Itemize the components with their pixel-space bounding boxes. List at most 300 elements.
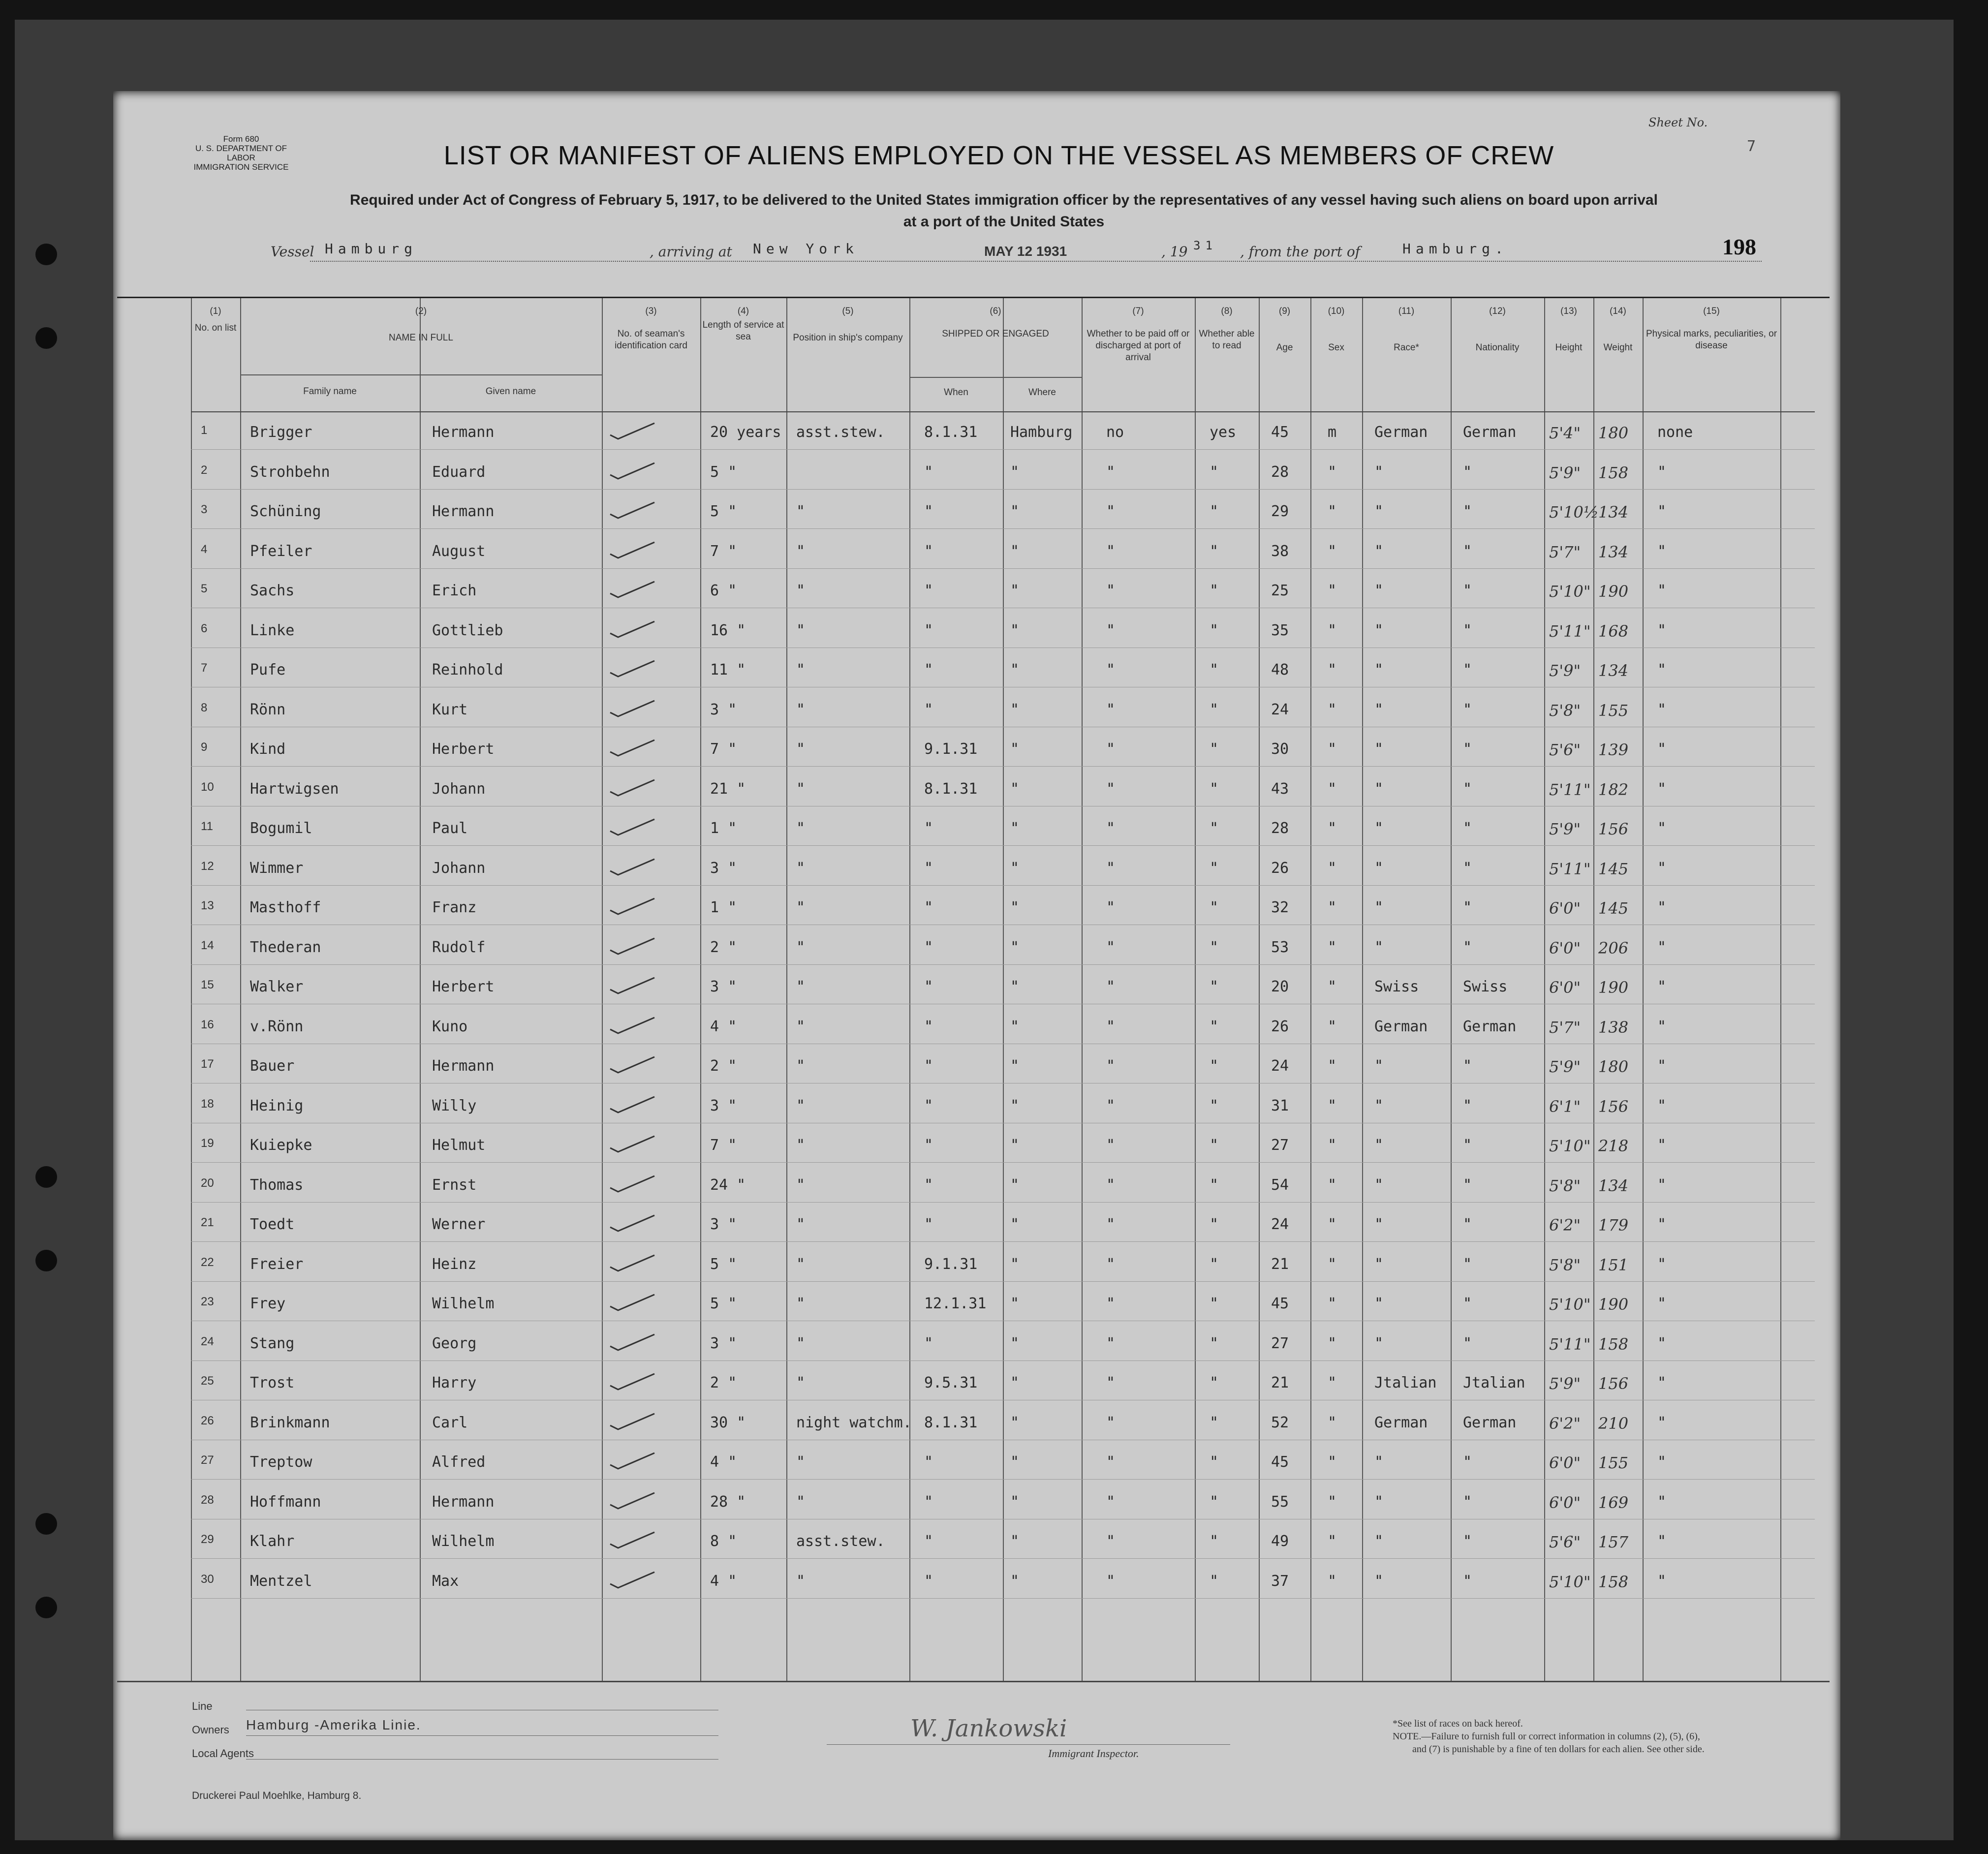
- nationality: ": [1463, 701, 1472, 718]
- col-divider: [240, 298, 241, 1681]
- sex: ": [1328, 780, 1337, 798]
- shipped-when: ": [924, 1334, 933, 1352]
- paid-off: ": [1106, 741, 1116, 758]
- physical-marks: ": [1657, 1374, 1667, 1391]
- shipped-when: ": [924, 542, 933, 560]
- race: ": [1374, 1216, 1384, 1233]
- age: 31: [1271, 1097, 1289, 1114]
- given-name: Herbert: [432, 978, 495, 995]
- header-given-name: Given name: [485, 386, 536, 397]
- physical-marks: ": [1657, 1057, 1667, 1075]
- sex: ": [1328, 463, 1337, 481]
- physical-marks: ": [1657, 938, 1667, 956]
- family-name: Brinkmann: [250, 1414, 330, 1431]
- row-rule: [191, 766, 1815, 767]
- row-number: 1: [201, 424, 208, 437]
- length-of-service: 21 ": [710, 780, 746, 798]
- paid-off: ": [1106, 1414, 1116, 1431]
- nationality: ": [1463, 661, 1472, 679]
- length-of-service: 4 ": [710, 1453, 737, 1471]
- age: 43: [1271, 780, 1289, 798]
- physical-marks: ": [1657, 820, 1667, 837]
- paid-off: ": [1106, 1057, 1116, 1075]
- age: 28: [1271, 463, 1289, 481]
- family-name: Thomas: [250, 1176, 304, 1194]
- header-col2: (2) NAME IN FULL: [389, 306, 453, 343]
- sex: ": [1328, 1334, 1337, 1352]
- line-label: Line: [192, 1700, 213, 1712]
- height: 5'4": [1549, 424, 1581, 442]
- shipped-when: ": [924, 701, 933, 718]
- col-divider: [1195, 298, 1196, 1681]
- physical-marks: ": [1657, 582, 1667, 599]
- length-of-service: 1 ": [710, 899, 737, 916]
- given-name: Johann: [432, 780, 486, 798]
- family-name: Stang: [250, 1334, 295, 1352]
- col-divider: [1003, 298, 1004, 1681]
- binder-hole: [35, 1250, 57, 1271]
- able-to-read: ": [1210, 1453, 1219, 1471]
- race: ": [1374, 938, 1384, 956]
- nationality: ": [1463, 820, 1472, 837]
- row-number: 23: [201, 1295, 214, 1308]
- weight: 168: [1598, 621, 1629, 641]
- weight: 158: [1598, 463, 1629, 482]
- age: 26: [1271, 859, 1289, 877]
- height: 6'1": [1549, 1097, 1581, 1116]
- age: 26: [1271, 1018, 1289, 1035]
- paid-off: ": [1106, 621, 1116, 639]
- shipped-when: ": [924, 1533, 933, 1550]
- length-of-service: 3 ": [710, 1216, 737, 1233]
- shipped-when: ": [924, 1453, 933, 1471]
- age: 28: [1271, 820, 1289, 837]
- length-of-service: 30 ": [710, 1414, 746, 1431]
- weight: 218: [1598, 1137, 1629, 1155]
- family-name: Kind: [250, 741, 286, 758]
- race: ": [1374, 1572, 1384, 1590]
- signature-rule: [827, 1744, 1230, 1745]
- paid-off: ": [1106, 1018, 1116, 1035]
- nationality: ": [1463, 938, 1472, 956]
- race: German: [1374, 1414, 1428, 1431]
- row-rule: [191, 568, 1815, 569]
- shipped-where: ": [1010, 1414, 1020, 1431]
- sex: ": [1328, 1374, 1337, 1391]
- binder-hole: [35, 244, 57, 265]
- height: 5'8": [1549, 1176, 1581, 1195]
- weight: 134: [1598, 542, 1629, 561]
- given-name: Hermann: [432, 424, 495, 441]
- shipped-when: ": [924, 899, 933, 916]
- position: ": [796, 978, 806, 995]
- physical-marks: ": [1657, 661, 1667, 679]
- sex: ": [1328, 1255, 1337, 1273]
- family-name: v.Rönn: [250, 1018, 304, 1035]
- race: ": [1374, 780, 1384, 798]
- family-name: Treptow: [250, 1453, 312, 1471]
- height: 5'10": [1549, 1137, 1591, 1155]
- shipped-when: 9.5.31: [924, 1374, 978, 1391]
- paid-off: ": [1106, 1097, 1116, 1114]
- check-mark-icon: [609, 1174, 656, 1194]
- check-mark-icon: [609, 540, 656, 560]
- header-col12: (12) Nationality: [1475, 306, 1520, 353]
- given-name: Max: [432, 1572, 459, 1590]
- race: ": [1374, 701, 1384, 718]
- check-mark-icon: [609, 817, 656, 837]
- age: 37: [1271, 1572, 1289, 1590]
- weight: 138: [1598, 1018, 1629, 1037]
- weight: 210: [1598, 1414, 1629, 1433]
- position: ": [796, 1374, 806, 1391]
- length-of-service: 6 ": [710, 582, 737, 599]
- given-name: Werner: [432, 1216, 486, 1233]
- nationality: ": [1463, 1572, 1472, 1590]
- length-of-service: 11 ": [710, 661, 746, 679]
- family-name: Schüning: [250, 503, 321, 520]
- able-to-read: ": [1210, 899, 1219, 916]
- nationality: ": [1463, 1453, 1472, 1471]
- length-of-service: 5 ": [710, 1255, 737, 1273]
- position: ": [796, 1255, 806, 1273]
- age: 21: [1271, 1255, 1289, 1273]
- length-of-service: 3 ": [710, 701, 737, 718]
- position: ": [796, 859, 806, 877]
- physical-marks: ": [1657, 701, 1667, 718]
- shipped-when: ": [924, 1176, 933, 1194]
- position: ": [796, 1176, 806, 1194]
- able-to-read: ": [1210, 1295, 1219, 1312]
- length-of-service: 28 ": [710, 1493, 746, 1511]
- year-suffix: 31: [1193, 239, 1217, 252]
- row-number: 28: [201, 1493, 214, 1507]
- height: 5'9": [1549, 1374, 1581, 1393]
- physical-marks: ": [1657, 1572, 1667, 1590]
- nationality: ": [1463, 621, 1472, 639]
- sex: ": [1328, 1533, 1337, 1550]
- paid-off: no: [1106, 424, 1124, 441]
- race: ": [1374, 741, 1384, 758]
- able-to-read: ": [1210, 1414, 1219, 1431]
- check-mark-icon: [609, 1332, 656, 1352]
- subtitle-line2: at a port of the United States: [903, 214, 1105, 230]
- shipped-where: ": [1010, 859, 1020, 877]
- header-when: When: [944, 387, 968, 398]
- family-name: Pfeiler: [250, 542, 312, 560]
- age: 25: [1271, 582, 1289, 599]
- paid-off: ": [1106, 661, 1116, 679]
- col-divider: [1082, 298, 1083, 1681]
- able-to-read: ": [1210, 1374, 1219, 1391]
- local-agents-label: Local Agents: [192, 1747, 254, 1760]
- sex: ": [1328, 859, 1337, 877]
- check-mark-icon: [609, 461, 656, 481]
- height: 6'0": [1549, 1493, 1581, 1512]
- col-divider: [602, 298, 603, 1681]
- check-mark-icon: [609, 936, 656, 956]
- paid-off: ": [1106, 1216, 1116, 1233]
- family-name: Walker: [250, 978, 304, 995]
- col-divider: [1544, 298, 1545, 1681]
- position: ": [796, 503, 806, 520]
- race: ": [1374, 1097, 1384, 1114]
- height: 5'11": [1549, 780, 1591, 799]
- age: 55: [1271, 1493, 1289, 1511]
- able-to-read: ": [1210, 1533, 1219, 1550]
- position: ": [796, 1216, 806, 1233]
- page-title: LIST OR MANIFEST OF ALIENS EMPLOYED ON THE VESSEL AS MEMBERS OF CREW: [443, 141, 1554, 170]
- binder-hole: [35, 1597, 57, 1618]
- nationality: ": [1463, 859, 1472, 877]
- given-name: Georg: [432, 1334, 477, 1352]
- row-number: 6: [201, 621, 208, 635]
- row-number: 19: [201, 1137, 214, 1150]
- weight: 134: [1598, 503, 1629, 522]
- weight: 158: [1598, 1334, 1629, 1354]
- shipped-when: ": [924, 938, 933, 956]
- sex: ": [1328, 1018, 1337, 1035]
- age: 32: [1271, 899, 1289, 916]
- race: ": [1374, 463, 1384, 481]
- family-name: Pufe: [250, 661, 286, 679]
- physical-marks: ": [1657, 1176, 1667, 1194]
- paid-off: ": [1106, 463, 1116, 481]
- race: ": [1374, 1295, 1384, 1312]
- age: 45: [1271, 424, 1289, 441]
- nationality: ": [1463, 542, 1472, 560]
- binder-hole: [35, 327, 57, 349]
- physical-marks: ": [1657, 1216, 1667, 1233]
- row-number: 2: [201, 463, 208, 477]
- shipped-where: ": [1010, 1097, 1020, 1114]
- weight: 156: [1598, 1097, 1629, 1116]
- height: 6'0": [1549, 978, 1581, 997]
- age: 48: [1271, 661, 1289, 679]
- position: ": [796, 1572, 806, 1590]
- paid-off: ": [1106, 938, 1116, 956]
- family-name: Hartwigsen: [250, 780, 339, 798]
- paid-off: ": [1106, 820, 1116, 837]
- given-name: Erich: [432, 582, 477, 599]
- physical-marks: ": [1657, 1533, 1667, 1550]
- shipped-when: ": [924, 1097, 933, 1114]
- able-to-read: ": [1210, 978, 1219, 995]
- given-name: Gottlieb: [432, 621, 503, 639]
- col-divider: [700, 298, 701, 1681]
- sex: ": [1328, 1572, 1337, 1590]
- weight: 180: [1598, 1057, 1629, 1076]
- weight: 151: [1598, 1255, 1629, 1274]
- height: 5'9": [1549, 1057, 1581, 1076]
- weight: 180: [1598, 424, 1629, 442]
- family-name: Trost: [250, 1374, 295, 1391]
- shipped-when: ": [924, 463, 933, 481]
- race: ": [1374, 1255, 1384, 1273]
- shipped-when: ": [924, 1018, 933, 1035]
- sex: ": [1328, 1453, 1337, 1471]
- length-of-service: 2 ": [710, 938, 737, 956]
- length-of-service: 2 ": [710, 1374, 737, 1391]
- sex: ": [1328, 1097, 1337, 1114]
- height: 6'0": [1549, 899, 1581, 918]
- header-col8: (8) Whether able to read: [1199, 306, 1255, 351]
- race: ": [1374, 899, 1384, 916]
- physical-marks: ": [1657, 1255, 1667, 1273]
- able-to-read: ": [1210, 741, 1219, 758]
- given-name: Herbert: [432, 741, 495, 758]
- sex: ": [1328, 661, 1337, 679]
- race: Swiss: [1374, 978, 1419, 995]
- col-divider: [1643, 298, 1644, 1681]
- position: ": [796, 701, 806, 718]
- height: 6'0": [1549, 938, 1581, 958]
- paid-off: ": [1106, 542, 1116, 560]
- row-rule: [191, 1281, 1815, 1282]
- row-number: 7: [201, 661, 208, 675]
- weight: 206: [1598, 938, 1629, 958]
- check-mark-icon: [609, 1372, 656, 1391]
- family-name: Frey: [250, 1295, 286, 1312]
- shipped-where: ": [1010, 463, 1020, 481]
- nationality: Jtalian: [1463, 1374, 1525, 1391]
- height: 5'6": [1549, 741, 1581, 759]
- able-to-read: ": [1210, 1097, 1219, 1114]
- vessel-name: Hamburg: [325, 241, 418, 257]
- height: 5'6": [1549, 1533, 1581, 1551]
- col-divider: [786, 298, 787, 1681]
- weight: 190: [1598, 1295, 1629, 1314]
- physical-marks: ": [1657, 1414, 1667, 1431]
- position: ": [796, 621, 806, 639]
- row-number: 21: [201, 1216, 214, 1229]
- length-of-service: 5 ": [710, 1295, 737, 1312]
- age: 24: [1271, 701, 1289, 718]
- nationality: ": [1463, 1097, 1472, 1114]
- sex: ": [1328, 1176, 1337, 1194]
- physical-marks: ": [1657, 1097, 1667, 1114]
- row-number: 24: [201, 1334, 214, 1348]
- paid-off: ": [1106, 1453, 1116, 1471]
- length-of-service: 8 ": [710, 1533, 737, 1550]
- check-mark-icon: [609, 1491, 656, 1511]
- length-of-service: 3 ": [710, 978, 737, 995]
- able-to-read: ": [1210, 621, 1219, 639]
- weight: 169: [1598, 1493, 1629, 1512]
- family-name: Masthoff: [250, 899, 321, 916]
- nationality: ": [1463, 1255, 1472, 1273]
- given-name: Willy: [432, 1097, 477, 1114]
- shipped-where: ": [1010, 1533, 1020, 1550]
- race: German: [1374, 1018, 1428, 1035]
- age: 27: [1271, 1334, 1289, 1352]
- physical-marks: ": [1657, 741, 1667, 758]
- weight: 157: [1598, 1533, 1629, 1551]
- shipped-where: ": [1010, 978, 1020, 995]
- able-to-read: ": [1210, 938, 1219, 956]
- length-of-service: 24 ": [710, 1176, 746, 1194]
- inspector-signature: W. Jankowski: [910, 1715, 1067, 1742]
- paid-off: ": [1106, 1295, 1116, 1312]
- check-mark-icon: [609, 1134, 656, 1154]
- able-to-read: ": [1210, 701, 1219, 718]
- position: ": [796, 1057, 806, 1075]
- nationality: ": [1463, 582, 1472, 599]
- check-mark-icon: [609, 778, 656, 798]
- position: ": [796, 1334, 806, 1352]
- paid-off: ": [1106, 701, 1116, 718]
- physical-marks: ": [1657, 859, 1667, 877]
- position: ": [796, 1018, 806, 1035]
- nationality: ": [1463, 899, 1472, 916]
- given-name: Hermann: [432, 503, 495, 520]
- age: 24: [1271, 1057, 1289, 1075]
- shipped-when: ": [924, 503, 933, 520]
- shipped-where: ": [1010, 661, 1020, 679]
- given-name: Hermann: [432, 1493, 495, 1511]
- race: ": [1374, 661, 1384, 679]
- weight: 182: [1598, 780, 1629, 799]
- family-name: Sachs: [250, 582, 295, 599]
- header-col13: (13) Height: [1555, 306, 1583, 353]
- row-number: 30: [201, 1572, 214, 1586]
- height: 5'9": [1549, 820, 1581, 838]
- race: ": [1374, 859, 1384, 877]
- row-rule: [191, 1558, 1815, 1559]
- length-of-service: 16 ": [710, 621, 746, 639]
- paid-off: ": [1106, 780, 1116, 798]
- given-name: Ernst: [432, 1176, 477, 1194]
- sex: ": [1328, 820, 1337, 837]
- age: 35: [1271, 621, 1289, 639]
- length-of-service: 7 ": [710, 741, 737, 758]
- family-name: Bauer: [250, 1057, 295, 1075]
- nationality: ": [1463, 503, 1472, 520]
- position: asst.stew.: [796, 424, 885, 441]
- race: ": [1374, 1176, 1384, 1194]
- able-to-read: yes: [1210, 424, 1237, 441]
- physical-marks: ": [1657, 503, 1667, 520]
- position: ": [796, 780, 806, 798]
- length-of-service: 4 ": [710, 1018, 737, 1035]
- age: 38: [1271, 542, 1289, 560]
- row-number: 8: [201, 701, 208, 714]
- height: 6'2": [1549, 1414, 1581, 1433]
- race: ": [1374, 1057, 1384, 1075]
- sheet-number: 7: [1747, 138, 1756, 155]
- physical-marks: ": [1657, 899, 1667, 916]
- check-mark-icon: [609, 976, 656, 995]
- position: night watchm.: [796, 1414, 912, 1431]
- row-rule: [191, 1598, 1815, 1599]
- height: 5'11": [1549, 621, 1591, 641]
- able-to-read: ": [1210, 542, 1219, 560]
- header-col9: (9) Age: [1276, 306, 1293, 353]
- weight: 190: [1598, 582, 1629, 601]
- length-of-service: 4 ": [710, 1572, 737, 1590]
- row-rule: [191, 1162, 1815, 1163]
- check-mark-icon: [609, 857, 656, 877]
- row-rule: [191, 449, 1815, 450]
- nationality: ": [1463, 1137, 1472, 1154]
- position: ": [796, 820, 806, 837]
- agents-rule: [246, 1759, 718, 1760]
- position: ": [796, 938, 806, 956]
- given-name: Eduard: [432, 463, 486, 481]
- paid-off: ": [1106, 859, 1116, 877]
- position: ": [796, 899, 806, 916]
- sex: ": [1328, 503, 1337, 520]
